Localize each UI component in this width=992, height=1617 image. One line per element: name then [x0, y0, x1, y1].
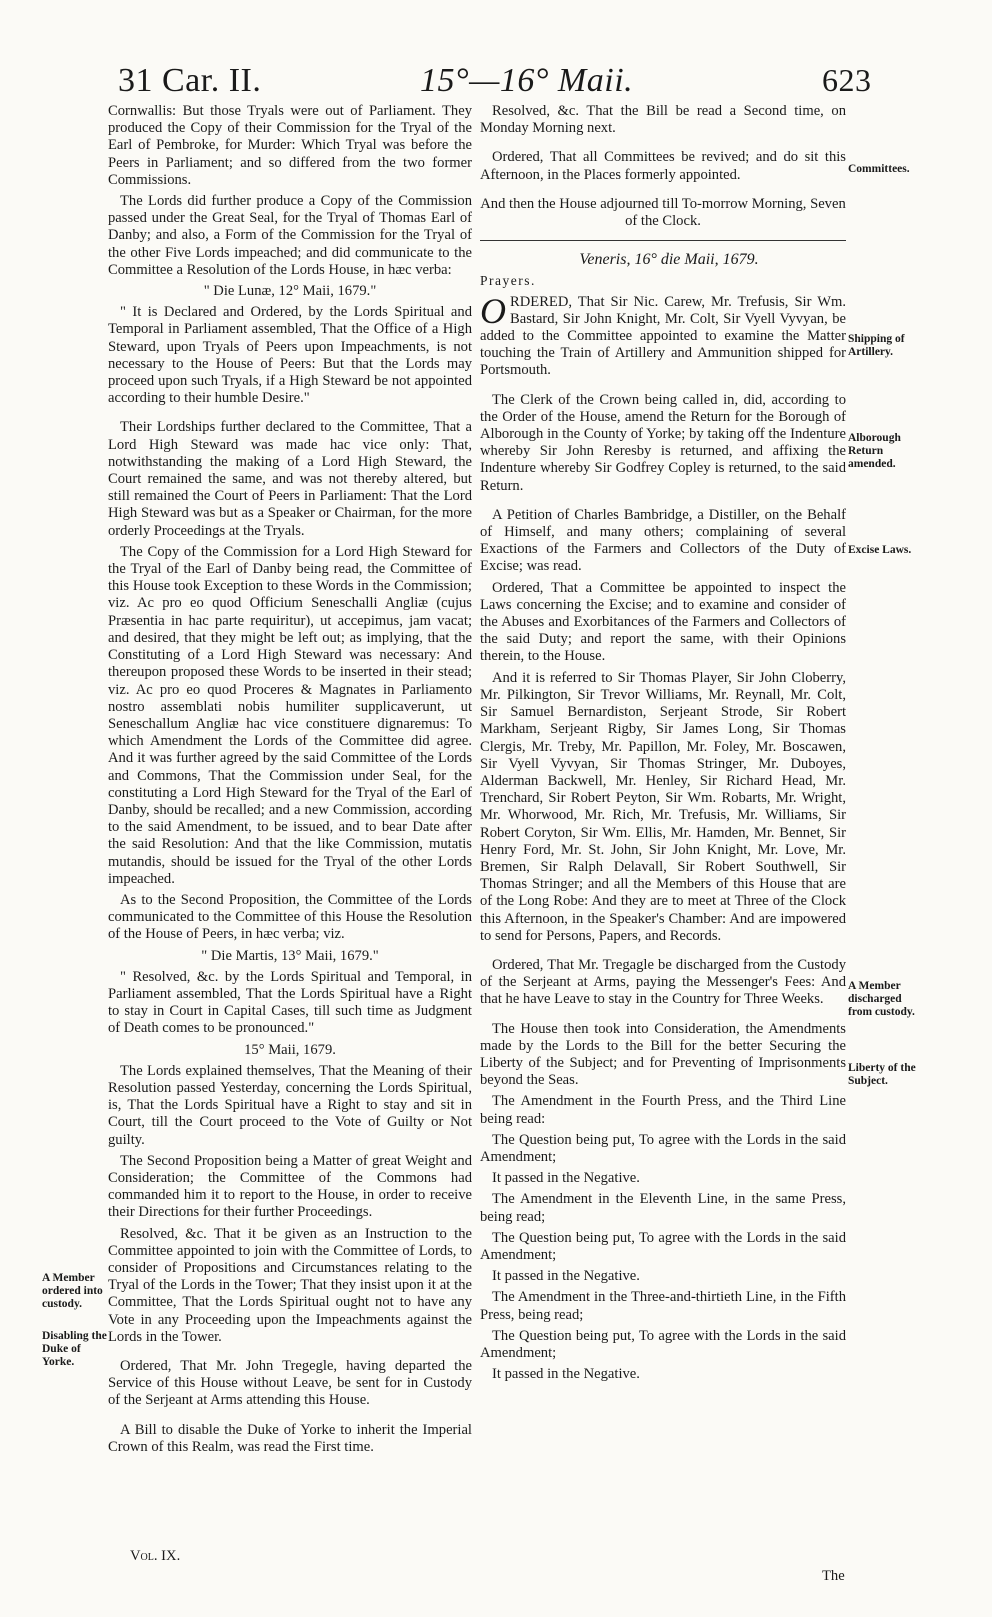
paragraph: Resolved, &c. That the Bill be read a Second time, on Monday Morning next.: [480, 103, 846, 137]
margin-note: Committees.: [848, 163, 910, 175]
paragraph: And it is referred to Sir Thomas Player, Sir John Cloberry, Mr. Pilkington, Sir Trevor Williams, Mr. Reynall, Mr. Colt, Sir Samuel Bernardiston, Serjeant Strode, Sir Robert Markham, Serjeant Rigby, Sir James Long, Sir Thomas Clergis, Mr. Treby, Mr. Papillon, Mr. Foley, Mr. Boscawen, Sir Vyell Vyvyan, Sir Thomas Stringer, Mr. Duboyes, Alderman Backwell, Mr. Henley, Sir Richard Head, Mr. Trenchard, Sir Robert Peyton, Sir Wm. Robarts, Mr. Wright, Mr. Whorwood, Mr. Rich, Mr. Trefusis, Mr. Williams, Sir Robert Coryton, Sir Wm. Ellis, Mr. Hamden, Mr. Bennet, Sir Henry Ford, Mr. St. John, Sir John Knight, Mr. Love, Mr. Bremen, Sir Ralph Delavall, Sir Robert Southwell, Sir Thomas Stringer; and all the Members of this House that are of the Long Robe: And they are to meet at Three of the Clock this Afternoon, in the Speaker's Chamber: And are impowered to send for Persons, Papers, and Records.: [480, 669, 846, 944]
paragraph: It passed in the Negative.: [492, 1268, 640, 1285]
paragraph-text: RDERED, That Sir Nic. Carew, Mr. Trefusis, Sir Wm. Bastard, Sir John Knight, Mr. Colt, Sir Vyell Vyvyan, be added to the Committee appointed to examine the Matter touching the Train of Artillery and Ammunition shipped for Portsmouth.: [480, 293, 846, 379]
paragraph: A Petition of Charles Bambridge, a Distiller, on the Behalf of Himself, and many others; complaining of several Exactions of the Farmers and Collectors of the Duty of Excise; was read.: [480, 506, 846, 575]
margin-note: Excise Laws.: [848, 544, 912, 556]
prayers-heading: Prayers.: [480, 273, 536, 289]
paragraph: And then the House adjourned till To-morrow Morning, Seven of the Clock.: [480, 195, 846, 230]
catchword: The: [822, 1568, 845, 1584]
paragraph: It passed in the Negative.: [492, 1366, 640, 1383]
quote-dateline: " Die Lunæ, 12° Maii, 1679.": [203, 283, 377, 300]
paragraph: The Second Proposition being a Matter of great Weight and Consideration; the Committee of the Commons had commanded him it to report to the House, in order to receive their Directions for their further Proceedings.: [108, 1152, 472, 1221]
paragraph: As to the Second Proposition, the Committee of the Lords communicated to the Committee of this House the Resolution of the House of Peers, in hæc verba; viz.: [108, 891, 472, 943]
paragraph: Ordered, That all Committees be revived; and do sit this Afternoon, in the Places formerly appointed.: [480, 149, 846, 183]
running-head-left: 31 Car. II.: [118, 62, 262, 99]
paragraph: Ordered, That a Committee be appointed to inspect the Laws concerning the Excise; and to examine and consider of the Abuses and Exorbitances of the Farmers and Collectors of the said Duty; and report the same, with their Opinions therein, to the House.: [480, 579, 846, 665]
dateline: Veneris, 16° die Maii, 1679.: [579, 251, 759, 269]
right-column: [480, 103, 846, 1387]
paragraph: The Amendment in the Eleventh Line, in the same Press, being read;: [480, 1191, 846, 1225]
paragraph: The House then took into Consideration, the Amendments made by the Lords to the Bill for the better Securing the Liberty of the Subject; and for Preventing of Imprisonments beyond the Seas.: [480, 1020, 846, 1089]
paragraph: The Clerk of the Crown being called in, did, according to the Order of the House, amend the Return for the Borough of Alborough in the County of Yorke; by taking off the Indenture whereby Sir John Reresby is returned, and affixing the Indenture whereby Sir Godfrey Copley is returned, to the said Return.: [480, 391, 846, 494]
section-rule: [480, 240, 846, 241]
paragraph: The Copy of the Commission for a Lord High Steward for the Tryal of the Earl of Danby being read, the Committee of this House took Exception to these Words in the Commission; viz. Ac pro eo quod Officium Seneschalli Angliæ (cujus Præsentia in hac parte requiritur), ut accepimus, jam vacat; and desired, that they might be left out; as implying, that the Constituting of a Lord High Steward was necessary: And thereupon proposed these Words to be inserted in their stead; viz. Ac pro eo quod Proceres & Magnates in Parliamento nostro assemblati nobis humiliter supplicaverunt, ut Seneschallum Angliæ hac vice constituere dignaremus: To which Amendment the Lords of the Committee did agree. And it was further agreed by the said Committee of the Lords and Commons, That the Commission under Seal, for the constituting a Lord High Steward for the Tryal of the Earl of Danby, should be recalled; and a new Commission, according to the said Amendment, to be issued, and to bear Date after the said Resolution: And that the like Commission, mutatis mutandis, should be issued for the Tryal of the other Lords impeached.: [108, 543, 472, 887]
margin-note: Disabling the Duke of Yorke.: [42, 1330, 107, 1368]
paragraph: Their Lordships further declared to the Committee, That a Lord High Steward was made hac vice only: That, notwithstanding the making of a Lord High Steward, the Court remained the same, and was not thereby altered, but still remained the Court of Peers in Parliament: That the Lord High Steward was but as a Speaker or Chairman, for the more orderly Proceedings at the Tryals.: [108, 419, 472, 539]
paragraph: The Lords did further produce a Copy of the Commission passed under the Great Seal, for the Tryal of Thomas Earl of Danby; and also, a Form of the Commission for the Tryal of the other Five Lords impeached; and did communicate to the Committee a Resolution of the Lords House, in hæc verba:: [108, 193, 472, 278]
paragraph: " Resolved, &c. by the Lords Spiritual and Temporal, in Parliament assembled, That the Lords Spiritual have a Right to stay in Court in Capital Cases, till such time as Judgment of Death comes to be pronounced.": [108, 968, 472, 1037]
margin-note: Shipping of Artillery.: [848, 333, 905, 358]
paragraph: The Amendment in the Three-and-thirtieth Line, in the Fifth Press, being read;: [480, 1289, 846, 1323]
margin-note: A Member ordered into custody.: [42, 1272, 103, 1310]
paragraph: Cornwallis: But those Tryals were out of Parliament. They produced the Copy of their Commission for the Tryal of the Earl of Pembroke, for Murder: Which Tryal was before the Peers in Parliament; and so differed from the two former Commissions.: [108, 103, 472, 188]
paragraph: The Question being put, To agree with the Lords in the said Amendment;: [480, 1229, 846, 1263]
dateline: 15° Maii, 1679.: [244, 1041, 336, 1058]
quote-dateline: " Die Martis, 13° Maii, 1679.": [201, 947, 379, 964]
paragraph: [480, 290, 846, 380]
paragraph: The Question being put, To agree with the Lords in the said Amendment;: [480, 1327, 846, 1361]
paragraph: A Bill to disable the Duke of Yorke to inherit the Imperial Crown of this Realm, was read the First time.: [108, 1421, 472, 1455]
running-head-date: 15°—16° Maii.: [420, 62, 634, 99]
paragraph: Ordered, That Mr. Tregagle be discharged from the Custody of the Serjeant at Arms, paying the Messenger's Fees: And that he have Leave to stay in the Country for Three Weeks.: [480, 956, 846, 1008]
margin-note: Liberty of the Subject.: [848, 1062, 916, 1087]
volume-signature: Vol. IX.: [130, 1548, 181, 1564]
drop-cap: O: [480, 290, 506, 331]
paragraph: The Lords explained themselves, That the Meaning of their Resolution passed Yesterday, concerning the Lords Spiritual, is, That the Lords Spiritual have a Right to stay and sit in Court, till the Court proceed to the Vote of Guilty or Not guilty.: [108, 1062, 472, 1148]
paragraph: " It is Declared and Ordered, by the Lords Spiritual and Temporal in Parliament assembled, That the Office of a High Steward, upon Tryals of Peers upon Impeachments, is not necessary to the House of Peers: But that the Lords may proceed upon such Tryals, if a High Steward be not appointed according to their humble Desire.": [108, 304, 472, 407]
margin-note: Alborough Return amended.: [848, 432, 901, 470]
paragraph: The Question being put, To agree with the Lords in the said Amendment;: [480, 1131, 846, 1165]
paragraph: The Amendment in the Fourth Press, and the Third Line being read:: [480, 1093, 846, 1127]
margin-note: A Member discharged from custody.: [848, 980, 915, 1018]
page-number: 623: [822, 62, 872, 98]
paragraph: It passed in the Negative.: [492, 1170, 640, 1187]
paragraph: Resolved, &c. That it be given as an Instruction to the Committee appointed to join with the Committee of Lords, to consider of Propositions and Circumstances relating to the Tryal of the Lords in the Tower; That they insist upon it at the Committee, That the Lords Spiritual ought not to have any Vote in any Proceeding upon the Impeachments against the Lords in the Tower.: [108, 1225, 472, 1345]
paragraph: Ordered, That Mr. John Tregegle, having departed the Service of this House without Leave, be sent for in Custody of the Serjeant at Arms attending this House.: [108, 1358, 472, 1409]
left-column: [108, 103, 472, 1460]
